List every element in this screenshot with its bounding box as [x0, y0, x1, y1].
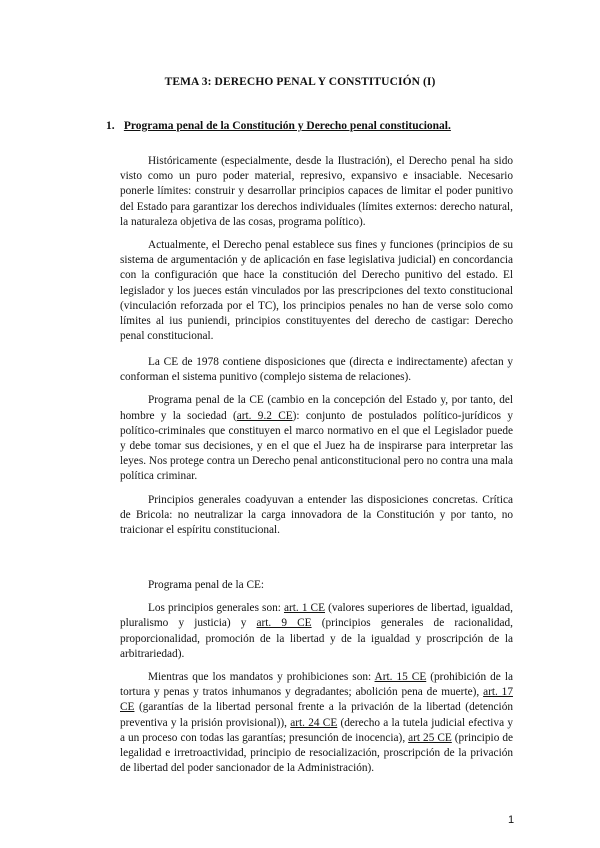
programa-block — [120, 578, 513, 784]
text-segment: ): conjunto de postulados político-jurídicos y político-criminales que constituyen el marco normativo en el que el Legislador puede y debe tomar sus decisiones, y en el que el Juez ha de inspirarse para interpretar las leyes. Nos protege contra un Derecho penal anticonstitucional pero no contra una mala política criminar. — [120, 409, 513, 483]
article-reference: art. 9 CE — [256, 617, 312, 630]
article-reference: art 25 CE — [408, 731, 452, 744]
text-segment: (derecho a la tutela judicial efectiva y a un proceso con todas las garantías; presunción de inocencia), — [120, 716, 513, 744]
text-segment: Los principios generales son: — [148, 602, 284, 615]
paragraph-principios-generales — [120, 601, 513, 662]
text-segment: (principio de legalidad e irretroactividad, principio de resocialización, proscripción de la privación de libertad del poder sancionador de la Administración). — [120, 731, 514, 775]
text-segment: (garantías de la libertad personal frente a la privación de la libertad (detención preventiva y la prisión provisional)), — [120, 701, 513, 729]
paragraph-mandatos — [120, 670, 513, 776]
text-segment: (valores superiores de libertad, igualdad, pluralismo y justicia) y — [120, 602, 513, 630]
text-segment: (prohibición de la tortura y penas y tratos inhumanos y degradantes; abolición pena de muerte), — [120, 671, 513, 699]
paragraph-ce-1978: La CE de 1978 contiene disposiciones que (directa e indirectamente) afectan y conforman el sistema punitivo (complejo sistema de relaciones). — [120, 356, 513, 384]
paragraph-programa-heading: Programa penal de la CE: — [148, 579, 265, 591]
article-reference: art. 9.2 CE — [236, 409, 293, 422]
article-reference: Art. 15 CE — [374, 671, 427, 684]
text-segment: Programa penal de la CE (cambio en la concepción del Estado y, por tanto, del hombre y la sociedad ( — [120, 394, 513, 422]
paragraph-current: Actualmente, el Derecho penal establece sus fines y funciones (principios de su sistema de argumentación y de aplicación en fase legislativa judicial) en concordancia con la configuración que hace la constitución del Derecho punitivo del estado. El legislador y los jueces están vinculados por las prescripciones del texto constitucional (vinculación reforzada por el TC), los principios penales no han de verse solo como límites al ius puniendi, principios constituyentes del derecho de castigar: Derecho penal constitucional. — [120, 239, 513, 343]
section-number: 1. — [106, 120, 115, 132]
article-reference: art. 24 CE — [290, 716, 338, 729]
text-segment: Mientras que los mandatos y prohibiciones son: — [148, 671, 375, 684]
paragraph-programa-penal — [120, 393, 513, 484]
intro-block — [120, 154, 513, 352]
page-number: 1 — [508, 814, 515, 826]
text-segment: (principios generales de racionalidad, proporcionalidad, promoción de la libertad y de la igualdad y proscripción de la arbitrariedad). — [120, 617, 513, 660]
section-heading-text: Programa penal de la Constitución y Derecho penal constitucional. — [123, 120, 451, 132]
page-title: TEMA 3: DERECHO PENAL Y CONSTITUCIÓN (I) — [164, 76, 436, 88]
ce-block — [120, 355, 513, 546]
article-reference: art. 17 CE — [120, 686, 513, 714]
paragraph-principios: Principios generales coadyuvan a entender las disposiciones concretas. Crítica de Bricola: no neutralizar la carga innovadora de la Constitución y por tanto, no traicionar el espíritu constitucional. — [120, 493, 513, 537]
section-heading — [106, 120, 451, 132]
paragraph-history: Históricamente (especialmente, desde la Ilustración), el Derecho penal ha sido visto como un puro poder material, represivo, expansivo e insaciable. Necesario ponerle límites: construir y desarrollar principios capaces de limitar el poder punitivo del Estado para garantizar los derechos individuales (límites externos: derecho natural, la naturaleza objetiva de las cosas, programa político). — [120, 155, 513, 228]
article-reference: art. 1 CE — [283, 602, 325, 615]
